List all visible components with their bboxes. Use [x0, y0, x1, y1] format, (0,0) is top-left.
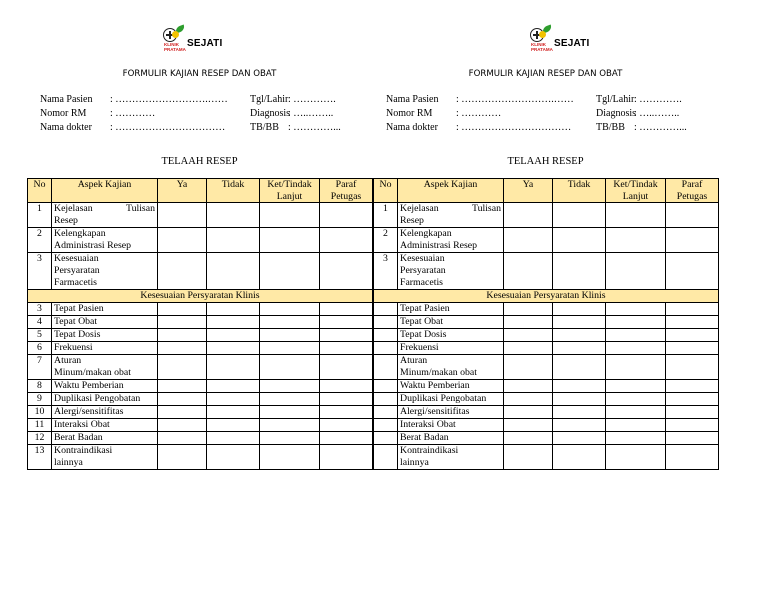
table-row	[28, 380, 373, 393]
aspek-kajian-cell: Tepat Obat	[52, 316, 158, 329]
logo-brand: SEJATI	[554, 38, 590, 49]
table-row	[28, 316, 373, 329]
tidak-cell[interactable]	[553, 316, 606, 329]
aspek-kajian-cell: Kesesuaian Persyaratan Farmacetis	[52, 253, 158, 290]
tb_bb-label: TB/BB	[596, 122, 625, 133]
telaah-resep-table	[27, 178, 373, 470]
paraf-cell[interactable]	[320, 380, 373, 393]
paraf-cell[interactable]	[320, 316, 373, 329]
table-row	[28, 445, 373, 470]
ya-cell[interactable]	[504, 253, 553, 290]
sun-icon	[172, 31, 179, 38]
nama_pasien-field[interactable]: : ……………………….……	[456, 94, 574, 105]
table-row	[28, 303, 373, 316]
ket-cell[interactable]	[606, 393, 666, 406]
clinic-logo	[163, 26, 233, 54]
table-row	[28, 203, 373, 228]
tidak-cell[interactable]	[553, 355, 606, 380]
row-number: 13	[28, 445, 52, 470]
row-number: 3	[374, 253, 398, 290]
aspek-kajian-cell: Frekuensi	[52, 342, 158, 355]
table-row	[28, 253, 373, 290]
aspek-kajian-cell: Aturan Minum/makan obat	[398, 355, 504, 380]
tidak-cell[interactable]	[207, 393, 260, 406]
ya-cell[interactable]	[158, 203, 207, 228]
table-row	[374, 445, 719, 470]
tidak-cell[interactable]	[553, 406, 606, 419]
ya-cell[interactable]	[158, 445, 207, 470]
aspek-kajian-cell: Kejelasan Tulisan Resep	[398, 203, 504, 228]
diagnosis-field[interactable]: : …..……..	[288, 108, 334, 119]
tidak-cell[interactable]	[207, 342, 260, 355]
aspek-kajian-cell: Berat Badan	[52, 432, 158, 445]
table-row	[374, 432, 719, 445]
tidak-cell[interactable]	[207, 380, 260, 393]
nama_dokter-field[interactable]: : ……………………………	[456, 122, 572, 133]
form-title: FORMULIR KAJIAN RESEP DAN OBAT	[468, 69, 623, 79]
aspek-kajian-cell: Alergi/sensitifitas	[52, 406, 158, 419]
ket-cell[interactable]	[260, 393, 320, 406]
tidak-cell[interactable]	[553, 419, 606, 432]
ket-cell[interactable]	[606, 419, 666, 432]
aspek-kajian-cell: Interaksi Obat	[398, 419, 504, 432]
ket-cell[interactable]	[606, 432, 666, 445]
form-title: FORMULIR KAJIAN RESEP DAN OBAT	[122, 69, 277, 79]
tidak-cell[interactable]	[553, 303, 606, 316]
row-number	[374, 406, 398, 419]
paraf-cell[interactable]	[320, 432, 373, 445]
column-header: Aspek Kajian	[398, 179, 504, 203]
column-header: Tidak	[553, 179, 606, 203]
ket-cell[interactable]	[260, 445, 320, 470]
column-header: Ket/Tindak Lanjut	[260, 179, 320, 203]
ket-cell[interactable]	[260, 203, 320, 228]
ket-cell[interactable]	[260, 253, 320, 290]
paraf-cell[interactable]	[320, 228, 373, 253]
row-number	[374, 419, 398, 432]
paraf-cell[interactable]	[320, 419, 373, 432]
table-row	[374, 329, 719, 342]
row-number: 8	[28, 380, 52, 393]
paraf-cell[interactable]	[666, 228, 719, 253]
aspek-kajian-cell: Interaksi Obat	[52, 419, 158, 432]
paraf-cell[interactable]	[666, 355, 719, 380]
tidak-cell[interactable]	[207, 355, 260, 380]
diagnosis-label: Diagnosis	[596, 108, 636, 119]
paraf-cell[interactable]	[666, 316, 719, 329]
section-title: TELAAH RESEP	[507, 156, 584, 167]
aspek-kajian-cell: Frekuensi	[398, 342, 504, 355]
tgl_lahir-field[interactable]: : ………….	[288, 94, 336, 105]
ya-cell[interactable]	[158, 380, 207, 393]
tidak-cell[interactable]	[553, 393, 606, 406]
table-row	[374, 316, 719, 329]
row-number: 1	[28, 203, 52, 228]
tidak-cell[interactable]	[207, 203, 260, 228]
clinical-section-band: Kesesuaian Persyaratan Klinis	[28, 290, 373, 303]
tidak-cell[interactable]	[553, 380, 606, 393]
diagnosis-label: Diagnosis	[250, 108, 290, 119]
nomor_rm-label: Nomor RM	[40, 108, 87, 119]
ket-cell[interactable]	[260, 316, 320, 329]
table-row	[28, 342, 373, 355]
ket-cell[interactable]	[606, 228, 666, 253]
tgl_lahir-label: Tgl/Lahir	[250, 94, 289, 105]
row-number: 12	[28, 432, 52, 445]
row-number	[374, 303, 398, 316]
paraf-cell[interactable]	[320, 342, 373, 355]
paraf-cell[interactable]	[320, 355, 373, 380]
table-row	[28, 329, 373, 342]
table-row	[374, 253, 719, 290]
tidak-cell[interactable]	[553, 228, 606, 253]
paraf-cell[interactable]	[666, 342, 719, 355]
table-row	[28, 393, 373, 406]
ya-cell[interactable]	[504, 342, 553, 355]
nama_dokter-field[interactable]: : ……………………………	[110, 122, 226, 133]
ya-cell[interactable]	[158, 253, 207, 290]
ya-cell[interactable]	[158, 228, 207, 253]
paraf-cell[interactable]	[666, 303, 719, 316]
nomor_rm-field[interactable]: : …………	[456, 108, 502, 119]
nama_dokter-label: Nama dokter	[386, 122, 438, 133]
table-row	[374, 342, 719, 355]
paraf-cell[interactable]	[666, 432, 719, 445]
paraf-cell[interactable]	[320, 203, 373, 228]
aspek-kajian-cell: Waktu Pemberian	[52, 380, 158, 393]
ya-cell[interactable]	[504, 406, 553, 419]
tidak-cell[interactable]	[553, 253, 606, 290]
logo-subtitle: KLINIK PRATAMA	[531, 42, 553, 52]
ya-cell[interactable]	[504, 355, 553, 380]
column-header: Aspek Kajian	[52, 179, 158, 203]
ya-cell[interactable]	[158, 342, 207, 355]
ya-cell[interactable]	[158, 329, 207, 342]
row-number: 6	[28, 342, 52, 355]
ya-cell[interactable]	[504, 316, 553, 329]
aspek-kajian-cell: Berat Badan	[398, 432, 504, 445]
row-number: 2	[28, 228, 52, 253]
column-header: Paraf Petugas	[666, 179, 719, 203]
table-row	[374, 419, 719, 432]
row-number	[374, 316, 398, 329]
ya-cell[interactable]	[158, 406, 207, 419]
ya-cell[interactable]	[504, 203, 553, 228]
column-header: No	[28, 179, 52, 203]
tidak-cell[interactable]	[207, 329, 260, 342]
ket-cell[interactable]	[606, 303, 666, 316]
tb_bb-field[interactable]: : …………...	[634, 122, 687, 133]
ya-cell[interactable]	[504, 393, 553, 406]
ket-cell[interactable]	[606, 253, 666, 290]
tidak-cell[interactable]	[553, 342, 606, 355]
tidak-cell[interactable]	[207, 303, 260, 316]
ket-cell[interactable]	[260, 342, 320, 355]
row-number: 3	[28, 303, 52, 316]
paraf-cell[interactable]	[666, 393, 719, 406]
clinical-section-band: Kesesuaian Persyaratan Klinis	[374, 290, 719, 303]
ya-cell[interactable]	[504, 228, 553, 253]
row-number: 11	[28, 419, 52, 432]
ya-cell[interactable]	[158, 355, 207, 380]
ket-cell[interactable]	[606, 406, 666, 419]
tidak-cell[interactable]	[207, 445, 260, 470]
paraf-cell[interactable]	[666, 203, 719, 228]
table-row	[374, 393, 719, 406]
column-header: No	[374, 179, 398, 203]
ya-cell[interactable]	[158, 303, 207, 316]
aspek-kajian-cell: Kontraindikasi lainnya	[398, 445, 504, 470]
sun-icon	[539, 31, 546, 38]
tidak-cell[interactable]	[207, 316, 260, 329]
ya-cell[interactable]	[504, 445, 553, 470]
nomor_rm-label: Nomor RM	[386, 108, 433, 119]
paraf-cell[interactable]	[320, 393, 373, 406]
table-row	[28, 228, 373, 253]
column-header: Ya	[504, 179, 553, 203]
tb_bb-field[interactable]: : …………...	[288, 122, 341, 133]
ket-cell[interactable]	[260, 329, 320, 342]
aspek-kajian-cell: Kejelasan Tulisan Resep	[52, 203, 158, 228]
table-row	[374, 303, 719, 316]
ket-cell[interactable]	[606, 316, 666, 329]
row-number	[374, 329, 398, 342]
ket-cell[interactable]	[606, 445, 666, 470]
table-row	[374, 228, 719, 253]
table-row	[28, 406, 373, 419]
tidak-cell[interactable]	[553, 445, 606, 470]
nama_pasien-label: Nama Pasien	[40, 94, 93, 105]
row-number	[374, 355, 398, 380]
paraf-cell[interactable]	[666, 445, 719, 470]
ket-cell[interactable]	[606, 380, 666, 393]
paraf-cell[interactable]	[320, 329, 373, 342]
ket-cell[interactable]	[260, 419, 320, 432]
ya-cell[interactable]	[504, 380, 553, 393]
ya-cell[interactable]	[158, 432, 207, 445]
paraf-cell[interactable]	[666, 329, 719, 342]
clinic-logo	[530, 26, 600, 54]
row-number	[374, 432, 398, 445]
row-number: 5	[28, 329, 52, 342]
row-number: 3	[28, 253, 52, 290]
aspek-kajian-cell: Alergi/sensitifitas	[398, 406, 504, 419]
tidak-cell[interactable]	[207, 432, 260, 445]
ket-cell[interactable]	[260, 380, 320, 393]
row-number	[374, 380, 398, 393]
aspek-kajian-cell: Aturan Minum/makan obat	[52, 355, 158, 380]
section-title: TELAAH RESEP	[161, 156, 238, 167]
aspek-kajian-cell: Tepat Pasien	[52, 303, 158, 316]
paraf-cell[interactable]	[320, 406, 373, 419]
ket-cell[interactable]	[260, 355, 320, 380]
table-row	[28, 432, 373, 445]
column-header: Paraf Petugas	[320, 179, 373, 203]
table-row	[28, 419, 373, 432]
aspek-kajian-cell: Kesesuaian Persyaratan Farmacetis	[398, 253, 504, 290]
table-row	[374, 406, 719, 419]
row-number	[374, 393, 398, 406]
ket-cell[interactable]	[606, 329, 666, 342]
ket-cell[interactable]	[606, 342, 666, 355]
row-number: 1	[374, 203, 398, 228]
paraf-cell[interactable]	[666, 419, 719, 432]
ket-cell[interactable]	[260, 432, 320, 445]
column-header: Tidak	[207, 179, 260, 203]
logo-brand: SEJATI	[187, 38, 223, 49]
ya-cell[interactable]	[158, 393, 207, 406]
ket-cell[interactable]	[260, 228, 320, 253]
aspek-kajian-cell: Kontraindikasi lainnya	[52, 445, 158, 470]
paraf-cell[interactable]	[320, 253, 373, 290]
ket-cell[interactable]	[260, 406, 320, 419]
column-header: Ket/Tindak Lanjut	[606, 179, 666, 203]
aspek-kajian-cell: Tepat Dosis	[398, 329, 504, 342]
row-number	[374, 342, 398, 355]
ket-cell[interactable]	[606, 203, 666, 228]
paraf-cell[interactable]	[320, 303, 373, 316]
nama_pasien-label: Nama Pasien	[386, 94, 439, 105]
tb_bb-label: TB/BB	[250, 122, 279, 133]
row-number: 7	[28, 355, 52, 380]
paraf-cell[interactable]	[666, 380, 719, 393]
aspek-kajian-cell: Duplikasi Pengobatan	[398, 393, 504, 406]
row-number	[374, 445, 398, 470]
nama_dokter-label: Nama dokter	[40, 122, 92, 133]
row-number: 10	[28, 406, 52, 419]
table-row	[374, 203, 719, 228]
telaah-resep-table	[373, 178, 719, 470]
ket-cell[interactable]	[606, 355, 666, 380]
ya-cell[interactable]	[158, 419, 207, 432]
nama_pasien-field[interactable]: : ……………………….……	[110, 94, 228, 105]
tidak-cell[interactable]	[207, 228, 260, 253]
aspek-kajian-cell: Tepat Dosis	[52, 329, 158, 342]
logo-subtitle: KLINIK PRATAMA	[164, 42, 186, 52]
tidak-cell[interactable]	[553, 329, 606, 342]
tgl_lahir-field[interactable]: : ………….	[634, 94, 682, 105]
table-row	[374, 355, 719, 380]
row-number: 2	[374, 228, 398, 253]
ya-cell[interactable]	[504, 329, 553, 342]
table-row	[28, 355, 373, 380]
aspek-kajian-cell: Tepat Obat	[398, 316, 504, 329]
tidak-cell[interactable]	[207, 253, 260, 290]
aspek-kajian-cell: Kelengkapan Administrasi Resep	[398, 228, 504, 253]
tidak-cell[interactable]	[207, 419, 260, 432]
aspek-kajian-cell: Tepat Pasien	[398, 303, 504, 316]
tidak-cell[interactable]	[553, 203, 606, 228]
paraf-cell[interactable]	[320, 445, 373, 470]
aspek-kajian-cell: Waktu Pemberian	[398, 380, 504, 393]
diagnosis-field[interactable]: : …..……..	[634, 108, 680, 119]
tgl_lahir-label: Tgl/Lahir	[596, 94, 635, 105]
tidak-cell[interactable]	[553, 432, 606, 445]
ya-cell[interactable]	[158, 316, 207, 329]
paraf-cell[interactable]	[666, 253, 719, 290]
aspek-kajian-cell: Duplikasi Pengobatan	[52, 393, 158, 406]
tidak-cell[interactable]	[207, 406, 260, 419]
ket-cell[interactable]	[260, 303, 320, 316]
ya-cell[interactable]	[504, 303, 553, 316]
ya-cell[interactable]	[504, 432, 553, 445]
ya-cell[interactable]	[504, 419, 553, 432]
nomor_rm-field[interactable]: : …………	[110, 108, 156, 119]
row-number: 4	[28, 316, 52, 329]
aspek-kajian-cell: Kelengkapan Administrasi Resep	[52, 228, 158, 253]
paraf-cell[interactable]	[666, 406, 719, 419]
row-number: 9	[28, 393, 52, 406]
table-row	[374, 380, 719, 393]
column-header: Ya	[158, 179, 207, 203]
